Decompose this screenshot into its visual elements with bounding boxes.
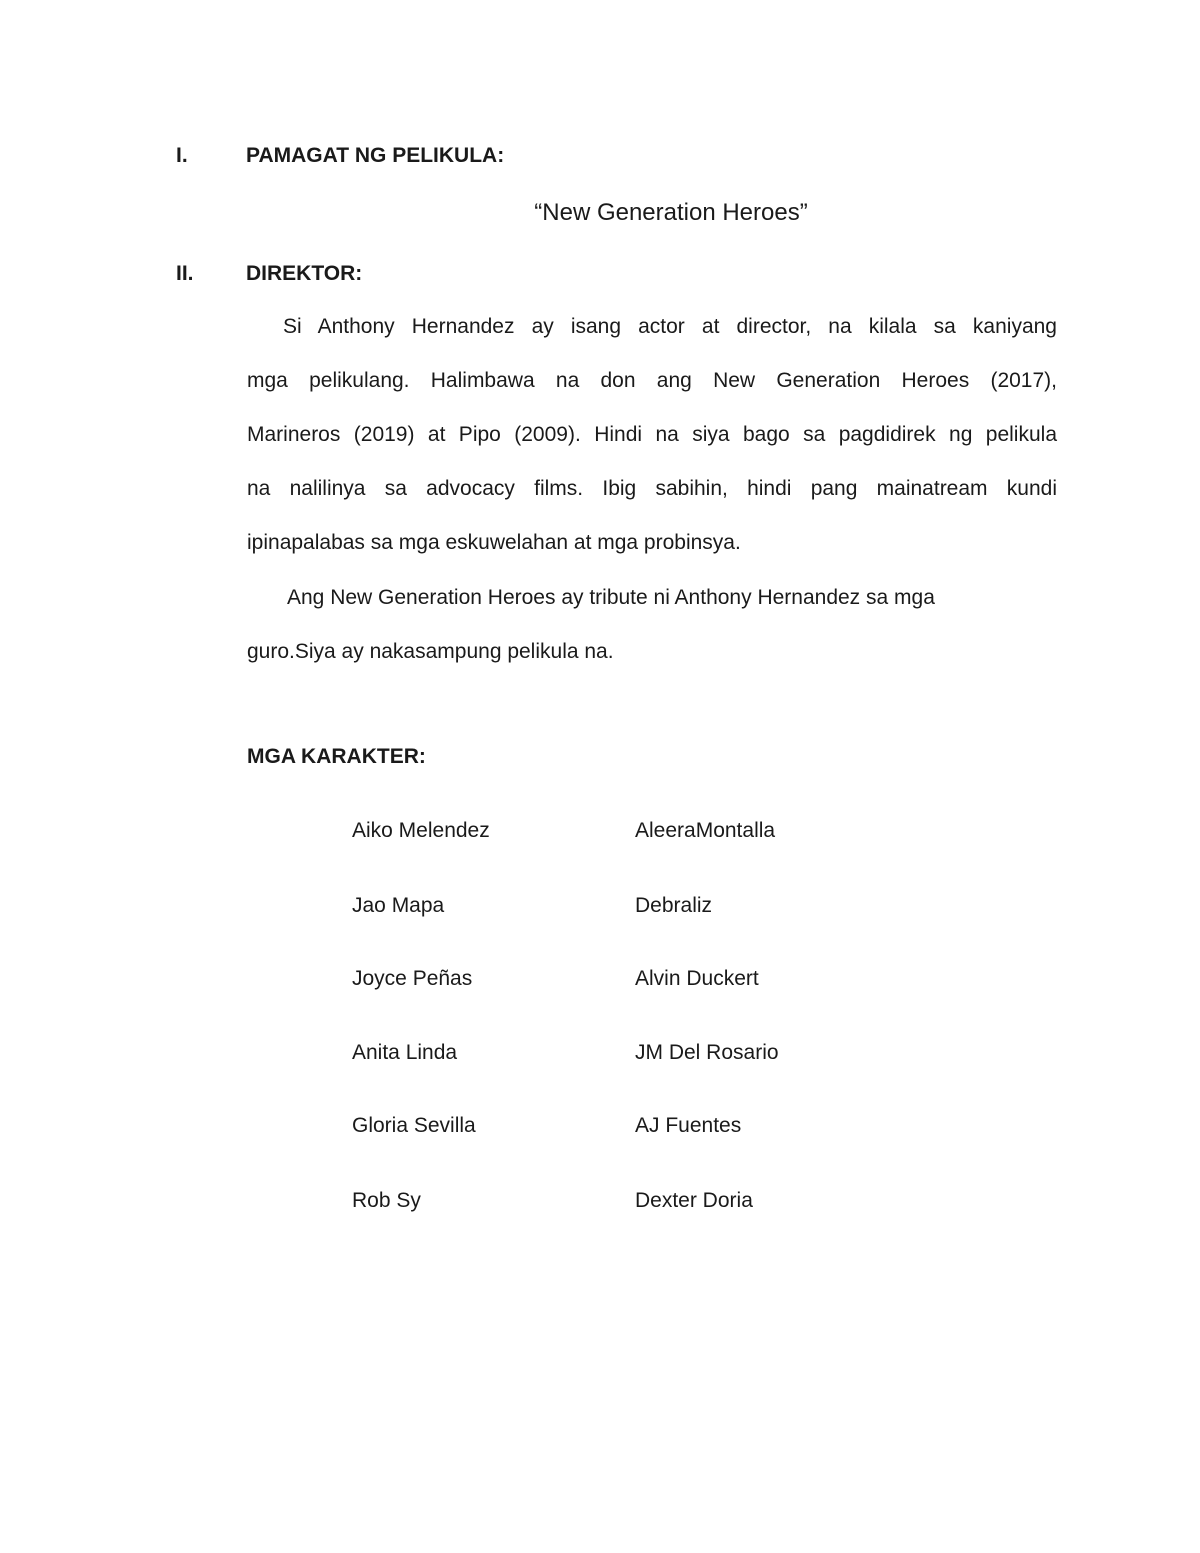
character-name: Alvin Duckert (635, 967, 759, 990)
section-label: MGA KARAKTER: (247, 745, 426, 768)
section-number: II. (176, 262, 194, 285)
character-name: Anita Linda (352, 1041, 458, 1064)
paragraph-line: Ang New Generation Heroes ay tribute ni Anthony Hernandez sa mga (287, 586, 935, 609)
movie-title: “New Generation Heroes” (534, 199, 808, 226)
paragraph-line: ipinapalabas sa mga eskuwelahan at mga probinsya. (247, 531, 741, 554)
character-name: Aiko Melendez (352, 819, 490, 842)
character-name: JM Del Rosario (635, 1041, 779, 1064)
character-name: Dexter Doria (635, 1189, 753, 1212)
paragraph-line: na nalilinya sa advocacy films. Ibig sabihin, hindi pang mainatream kundi (247, 477, 1057, 500)
section-number: I. (176, 144, 188, 167)
character-name: Jao Mapa (352, 894, 445, 917)
director-paragraph-1 (247, 300, 1057, 570)
director-paragraph-2 (247, 571, 1057, 679)
characters-heading (247, 745, 426, 769)
paragraph-line: guro.Siya ay nakasampung pelikula na. (247, 640, 614, 663)
character-name: Gloria Sevilla (352, 1114, 476, 1137)
paragraph-line: mga pelikulang. Halimbawa na don ang New Generation Heroes (2017), (247, 369, 1057, 392)
paragraph-line: Si Anthony Hernandez ay isang actor at director, na kilala sa kaniyang (283, 315, 1057, 338)
character-name: Joyce Peñas (352, 967, 473, 990)
section-label: DIREKTOR: (246, 262, 363, 285)
section-label: PAMAGAT NG PELIKULA: (246, 144, 505, 167)
character-name: Rob Sy (352, 1189, 421, 1212)
character-name: Debraliz (635, 894, 713, 917)
character-name: AleeraMontalla (635, 819, 776, 842)
character-name: AJ Fuentes (635, 1114, 742, 1137)
paragraph-line: Marineros (2019) at Pipo (2009). Hindi na siya bago sa pagdidirek ng pelikula (247, 423, 1057, 446)
